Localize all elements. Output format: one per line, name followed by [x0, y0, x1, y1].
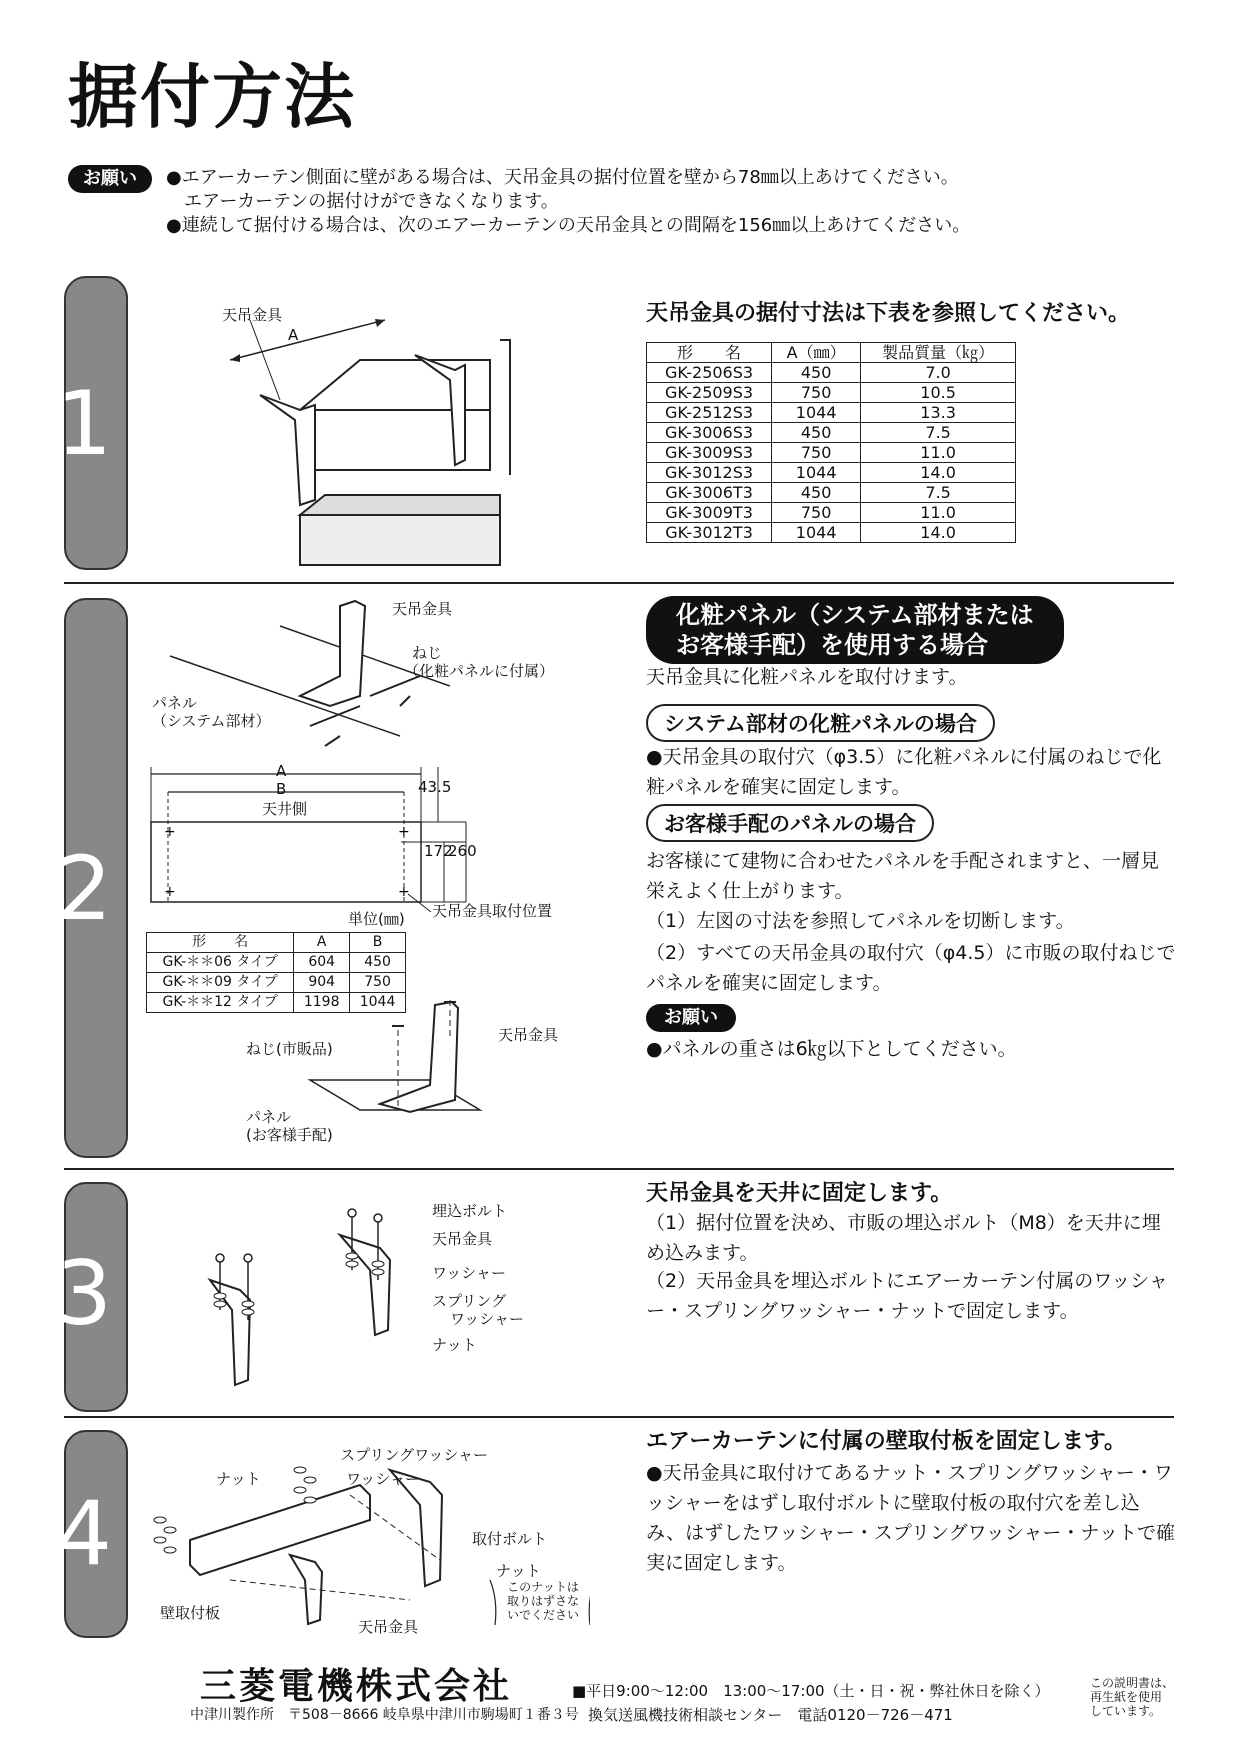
step2-subtitle: 天吊金具に化粧パネルを取付けます。 — [646, 666, 968, 688]
table-cell: 750 — [772, 383, 861, 403]
table-cell: 1044 — [772, 403, 861, 423]
step3-label-spring: スプリング — [432, 1292, 507, 1310]
table-row — [647, 383, 1016, 403]
step2-mount-position: 天吊金具取付位置 — [432, 902, 553, 920]
table-cell: 7.5 — [861, 423, 1016, 443]
table-row — [147, 953, 406, 973]
table-header: 形 名 — [147, 933, 294, 953]
step1-label-bracket: 天吊金具 — [222, 306, 283, 324]
step2-dim-260: 260 — [448, 842, 477, 860]
step4-label-nut-2: ナット — [496, 1562, 541, 1580]
step4-label-wall-plate: 壁取付板 — [160, 1604, 221, 1622]
table-cell: GK-3009T3 — [647, 503, 772, 523]
table-header: 形 名 — [647, 343, 772, 363]
step4-nut-note-3: いでください — [506, 1608, 579, 1622]
step2-heading-pill: 化粧パネル（システム部材または お客様手配）を使用する場合 — [646, 596, 1064, 664]
table-header: 製品質量（㎏） — [861, 343, 1016, 363]
table-cell: 1198 — [294, 993, 350, 1013]
table-cell: 450 — [350, 953, 406, 973]
step1-spec-table — [646, 342, 1016, 543]
step2-item-2: （2）すべての天吊金具の取付穴（φ4.5）に市販の取付ねじでパネルを確実に固定します。 — [646, 942, 1176, 994]
footer-address: 中津川製作所 〒508－8666 岐阜県中津川市駒場町１番３号 — [190, 1707, 579, 1723]
step2-body-customer: お客様にて建物に合わせたパネルを手配されますと、一層見栄えよく仕上がります。 — [646, 850, 1160, 902]
section-divider-2 — [64, 1168, 1174, 1170]
step3-item-2: （2）天吊金具を埋込ボルトにエアーカーテン付属のワッシャー・スプリングワッシャー・ナットで固定します。 — [646, 1270, 1168, 1322]
table-cell: GK-3012T3 — [647, 523, 772, 543]
table-cell: 1044 — [772, 523, 861, 543]
step3-diagram — [200, 1200, 440, 1400]
svg-text:+: + — [398, 884, 410, 900]
table-cell: 750 — [350, 973, 406, 993]
step2-label-bracket-2: 天吊金具 — [498, 1026, 559, 1044]
step2-pill-customer: お客様手配のパネルの場合 — [646, 804, 934, 842]
table-cell: 7.5 — [861, 483, 1016, 503]
table-row — [147, 973, 406, 993]
step2-label-panel: パネル — [152, 694, 198, 712]
table-cell: GK-3009S3 — [647, 443, 772, 463]
step4-label-spring-washer: スプリングワッシャー — [340, 1446, 489, 1464]
step3-label-bracket: 天吊金具 — [432, 1230, 493, 1248]
step3-heading: 天吊金具を天井に固定します。 — [646, 1181, 953, 1206]
footer-center: 換気送風機技術相談センター 電話0120－726－471 — [588, 1706, 953, 1724]
step2-label-panel-note: （システム部材） — [152, 712, 271, 730]
step4-nut-note-1: このナットは — [507, 1580, 579, 1594]
table-cell: 14.0 — [861, 523, 1016, 543]
svg-text:+: + — [398, 824, 410, 840]
table-row — [647, 523, 1016, 543]
intro-note-3: ●連続して据付ける場合は、次のエアーカーテンの天吊金具との間隔を156㎜以上あけてください。 — [166, 215, 971, 236]
step2-dim-172: 172 — [424, 842, 453, 860]
intro-note-1: ●エアーカーテン側面に壁がある場合は、天吊金具の据付位置を壁から78㎜以上あけてください。 — [166, 167, 959, 188]
table-cell: 14.0 — [861, 463, 1016, 483]
table-cell: GK-＊＊06 タイプ — [147, 953, 294, 973]
table-cell: 7.0 — [861, 363, 1016, 383]
footer-recycle-2: 再生紙を使用 — [1090, 1690, 1163, 1704]
request-badge: お願い — [68, 165, 152, 193]
step4-body: ●天吊金具に取付けてあるナット・スプリングワッシャー・ワッシャーをはずし取付ボルトに壁取付板の取付穴を差し込み、はずしたワッシャー・スプリングワッシャー・ナットで確実に固定します。 — [646, 1462, 1175, 1574]
step2-ceiling-side: 天井側 — [262, 800, 308, 818]
footer-hours: ■平日9:00～12:00 13:00～17:00（土・日・祝・弊社休日を除く） — [572, 1682, 1050, 1700]
table-cell: GK-3006S3 — [647, 423, 772, 443]
step3-item-1: （1）据付位置を決め、市販の埋込ボルト（M8）を天井に埋め込みます。 — [646, 1212, 1161, 1264]
step1-heading: 天吊金具の据付寸法は下表を参照してください。 — [646, 301, 1131, 326]
step1-diagram — [200, 300, 540, 570]
table-header: B — [350, 933, 406, 953]
step-number-2: 2 — [56, 837, 112, 940]
svg-text:+: + — [164, 824, 176, 840]
step2-pill-system: システム部材の化粧パネルの場合 — [646, 704, 995, 742]
table-cell: GK-＊＊12 タイプ — [147, 993, 294, 1013]
step3-label-washer: ワッシャー — [432, 1264, 506, 1282]
table-row — [647, 483, 1016, 503]
table-cell: 750 — [772, 443, 861, 463]
table-cell: GK-2506S3 — [647, 363, 772, 383]
table-cell: 1044 — [772, 463, 861, 483]
table-cell: 13.3 — [861, 403, 1016, 423]
step1-label-a: A — [288, 326, 299, 344]
table-cell: 904 — [294, 973, 350, 993]
footer-company: 三菱電機株式会社 — [200, 1666, 513, 1707]
step-number-1: 1 — [56, 372, 112, 475]
table-cell: 1044 — [350, 993, 406, 1013]
table-cell: 450 — [772, 483, 861, 503]
table-cell: GK-2509S3 — [647, 383, 772, 403]
table-cell: 450 — [772, 423, 861, 443]
step2-label-screw-note: （化粧パネルに付属） — [404, 662, 555, 680]
step2-label-screw: ねじ — [412, 644, 443, 662]
step-number-3: 3 — [56, 1242, 112, 1345]
step2-dim-b: B — [276, 780, 287, 798]
step3-label-spring-washer: ワッシャー — [450, 1310, 524, 1328]
step2-request-text: ●パネルの重さは6㎏以下としてください。 — [646, 1038, 1017, 1060]
intro-note-2: エアーカーテンの据付けができなくなります。 — [184, 191, 559, 212]
table-cell: 750 — [772, 503, 861, 523]
table-row — [647, 443, 1016, 463]
svg-text:+: + — [164, 884, 176, 900]
step-number-4: 4 — [56, 1482, 112, 1585]
table-cell: GK-2512S3 — [647, 403, 772, 423]
footer-recycle-3: しています。 — [1090, 1704, 1162, 1718]
table-cell: 11.0 — [861, 503, 1016, 523]
table-cell: GK-3012S3 — [647, 463, 772, 483]
table-header: A（㎜） — [772, 343, 861, 363]
table-cell: 11.0 — [861, 443, 1016, 463]
step2-unit: 単位(㎜) — [348, 910, 405, 928]
table-header: A — [294, 933, 350, 953]
table-row — [647, 503, 1016, 523]
step2-label-bracket: 天吊金具 — [392, 600, 453, 618]
step2-dim-a: A — [276, 762, 287, 780]
table-cell: 450 — [772, 363, 861, 383]
step2-item-1: （1）左図の寸法を参照してパネルを切断します。 — [646, 910, 1075, 932]
table-row — [647, 423, 1016, 443]
table-cell: 604 — [294, 953, 350, 973]
step4-label-bolt: 取付ボルト — [472, 1530, 548, 1548]
step2-request-badge: お願い — [646, 1004, 736, 1032]
step2-label-panel-2: パネル — [246, 1108, 292, 1126]
footer-recycle-1: この説明書は、 — [1090, 1676, 1175, 1690]
section-divider-3 — [64, 1416, 1174, 1418]
step4-heading: エアーカーテンに付属の壁取付板を固定します。 — [646, 1429, 1127, 1454]
step4-label-bracket: 天吊金具 — [358, 1618, 419, 1636]
step2-body-system: ●天吊金具の取付穴（φ3.5）に化粧パネルに付属のねじで化粧パネルを確実に固定します。 — [646, 746, 1162, 798]
step2-dim-43-5: 43.5 — [418, 778, 452, 796]
table-cell: 10.5 — [861, 383, 1016, 403]
table-cell: GK-＊＊09 タイプ — [147, 973, 294, 993]
step4-nut-note-2: 取りはずさな — [506, 1594, 579, 1608]
step4-label-nut: ナット — [216, 1470, 261, 1488]
table-row — [647, 403, 1016, 423]
step2-label-screw-commercial: ねじ(市販品) — [246, 1040, 333, 1058]
table-row — [647, 463, 1016, 483]
page-title: 据付方法 — [68, 56, 356, 138]
step4-label-washer: ワッシャー — [346, 1470, 420, 1488]
step3-label-nut: ナット — [432, 1336, 477, 1354]
table-row — [647, 363, 1016, 383]
step2-label-panel-2-note: (お客様手配) — [246, 1126, 333, 1144]
table-cell: GK-3006T3 — [647, 483, 772, 503]
step3-label-bolt: 埋込ボルト — [432, 1202, 508, 1220]
section-divider-1 — [64, 582, 1174, 584]
